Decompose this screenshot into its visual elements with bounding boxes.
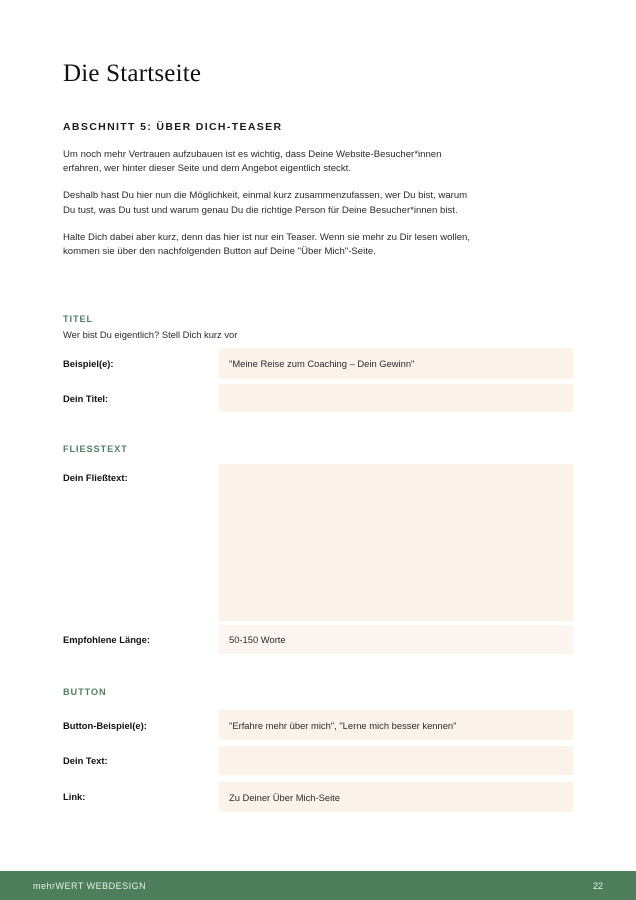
group-label-titel: TITEL [63, 314, 94, 324]
field-input-dein-fliesstext[interactable] [219, 464, 573, 621]
field-input-link[interactable] [219, 782, 573, 812]
field-label-link: Link: [63, 791, 86, 802]
field-input-beispiele[interactable] [219, 348, 573, 379]
section-heading: ABSCHNITT 5: ÜBER DICH-TEASER [63, 121, 283, 133]
field-label-beispiele: Beispiel(e): [63, 358, 114, 369]
field-value: 50-150 Worte [229, 634, 286, 645]
field-label-dein-text: Dein Text: [63, 755, 108, 766]
field-input-empfohlene-laenge[interactable] [219, 625, 573, 654]
field-input-dein-titel[interactable] [219, 384, 573, 412]
field-value: "Meine Reise zum Coaching – Dein Gewinn" [229, 358, 415, 369]
field-label-dein-fliesstext: Dein Fließtext: [63, 472, 128, 483]
field-label-empfohlene-laenge: Empfohlene Länge: [63, 634, 150, 645]
group-subtitle-titel: Wer bist Du eigentlich? Stell Dich kurz vor [63, 329, 238, 340]
group-label-fliesstext: FLIESSTEXT [63, 444, 128, 454]
field-label-dein-titel: Dein Titel: [63, 393, 109, 404]
page-footer [0, 871, 636, 900]
footer-page-number: 22 [592, 880, 603, 891]
intro-paragraph: Deshalb hast Du hier nun die Möglichkeit, einmal kurz zusammenzufassen, wer Du bist, warum Du tust, was Du tust und warum genau Du die richtige Person für Deine Besucher*innen bist. [63, 190, 468, 216]
intro-paragraph: Um noch mehr Vertrauen aufzubauen ist es wichtig, dass Deine Website-Besucher*innen erfahren, wer hinter dieser Seite und dem Angebot eigentlich steckt. [63, 149, 442, 175]
intro-paragraph: Halte Dich dabei aber kurz, denn das hier ist nur ein Teaser. Wenn sie mehr zu Dir lesen wollen, kommen sie über den nachfolgenden Button auf Deine "Über Mich"-Seite. [63, 231, 471, 258]
intro-paragraphs [63, 148, 473, 259]
group-label-button: BUTTON [63, 687, 107, 697]
field-value: "Erfahre mehr über mich", "Lerne mich besser kennen" [229, 719, 457, 731]
field-input-dein-text[interactable] [219, 746, 573, 775]
page-title: Die Startseite [63, 60, 202, 87]
field-input-button-beispiele[interactable] [219, 710, 573, 740]
field-value: Zu Deiner Über Mich-Seite [229, 791, 340, 803]
footer-brand: mehrWERT WEBDESIGN [33, 880, 147, 891]
field-label-button-beispiele: Button-Beispiel(e): [63, 720, 147, 731]
